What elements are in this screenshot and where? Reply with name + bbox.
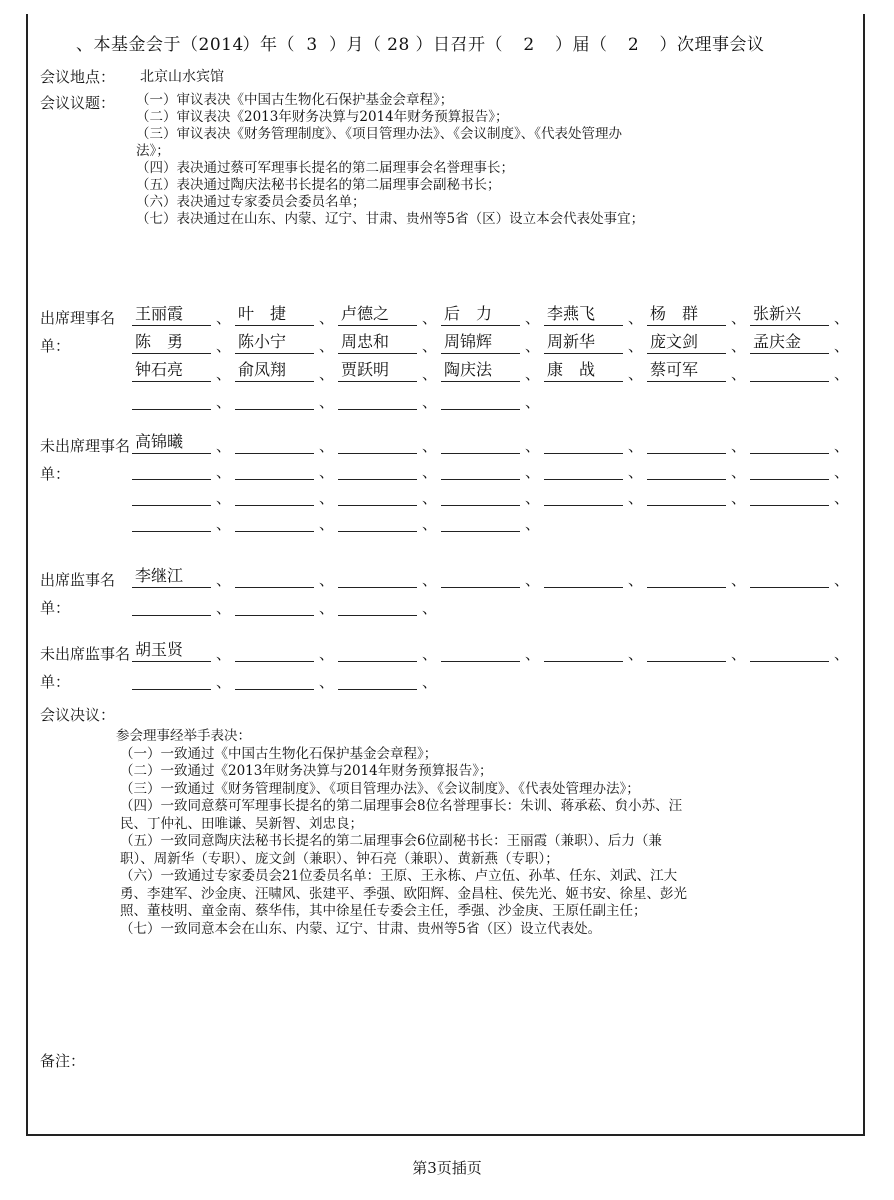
- name-slot: [750, 304, 853, 328]
- name-slot: [132, 432, 235, 456]
- resolution-item: （五）一致同意陶庆法秘书长提名的第二届理事会6位副秘书长：王丽霞（兼职）、后力（兼: [120, 833, 662, 849]
- resolution-item: 照、董枝明、童金南、蔡华伟，其中徐星任专委会主任，季强、沙金庚、王原任副主任；: [120, 903, 647, 919]
- separator-mark: 、: [422, 489, 438, 507]
- attendee-name: 高锦曦: [132, 431, 211, 454]
- attendee-name: [750, 483, 829, 506]
- name-slot: [750, 332, 853, 356]
- separator-mark: 、: [216, 437, 232, 455]
- attendee-name: 孟庆金: [750, 331, 829, 354]
- attendee-name: [647, 483, 726, 506]
- resolution-item: （三）一致通过《财务管理制度》、《项目管理办法》、《会议制度》、《代表处管理办法》；: [120, 780, 640, 797]
- separator-mark: 、: [319, 673, 335, 691]
- attendee-name: [441, 639, 520, 662]
- separator-mark: 、: [628, 337, 644, 355]
- separator-mark: 、: [319, 489, 335, 507]
- name-row: [132, 388, 544, 414]
- attendee-name: [750, 359, 829, 382]
- name-slot: [647, 458, 750, 482]
- attendee-name: 俞凤翔: [235, 359, 314, 382]
- attendee-name: [338, 457, 417, 480]
- attendee-name: [441, 431, 520, 454]
- name-row: [132, 510, 544, 536]
- attendee-name: 周新华: [544, 331, 623, 354]
- separator-mark: 、: [216, 365, 232, 383]
- name-slot: [132, 566, 235, 590]
- name-row: [132, 566, 853, 592]
- name-slot: [338, 388, 441, 412]
- separator-mark: 、: [525, 365, 541, 383]
- separator-mark: 、: [525, 463, 541, 481]
- separator-mark: 、: [834, 571, 850, 589]
- attendee-name: [338, 483, 417, 506]
- separator-mark: 、: [216, 673, 232, 691]
- name-row: [132, 484, 853, 510]
- separator-mark: 、: [319, 571, 335, 589]
- separator-mark: 、: [525, 309, 541, 327]
- section-label: 未出席监事名单：: [40, 645, 131, 691]
- attendee-name: [544, 483, 623, 506]
- name-slot: [132, 360, 235, 384]
- attendee-name: 贾跃明: [338, 359, 417, 382]
- separator-mark: 、: [731, 571, 747, 589]
- name-row: [132, 458, 853, 484]
- separator-mark: 、: [731, 337, 747, 355]
- attendee-name: [544, 639, 623, 662]
- name-slot: [235, 668, 338, 692]
- separator-mark: 、: [525, 571, 541, 589]
- separator-mark: 、: [731, 645, 747, 663]
- name-slot: [544, 566, 647, 590]
- separator-mark: 、: [525, 393, 541, 411]
- separator-mark: 、: [216, 515, 232, 533]
- separator-mark: 、: [731, 309, 747, 327]
- attendee-name: 陶庆法: [441, 359, 520, 382]
- separator-mark: 、: [525, 337, 541, 355]
- attendee-name: [338, 431, 417, 454]
- name-slot: [235, 594, 338, 618]
- resolution-item: （七）一致同意本会在山东、内蒙、辽宁、甘肃、贵州等5省（区）设立代表处。: [120, 920, 602, 937]
- agenda-item: （六）表决通过专家委员会委员名单；: [136, 194, 366, 210]
- resolution-intro: 参会理事经举手表决：: [116, 728, 251, 744]
- name-slot: [544, 640, 647, 664]
- name-slot: [647, 640, 750, 664]
- separator-mark: 、: [834, 365, 850, 383]
- attendee-name: [132, 509, 211, 532]
- title-session-suffix: ）届（: [555, 35, 608, 55]
- separator-mark: 、: [319, 463, 335, 481]
- separator-mark: 、: [731, 365, 747, 383]
- attendee-name: [132, 593, 211, 616]
- attendee-name: [235, 509, 314, 532]
- attendee-name: [235, 593, 314, 616]
- separator-mark: 、: [216, 463, 232, 481]
- separator-mark: 、: [319, 309, 335, 327]
- separator-mark: 、: [834, 645, 850, 663]
- attendee-name: [441, 565, 520, 588]
- meeting-month: 3: [306, 35, 318, 55]
- name-slot: [441, 566, 544, 590]
- name-slot: [544, 360, 647, 384]
- remarks-label: 备注：: [40, 1052, 86, 1070]
- attendee-name: 后 力: [441, 303, 520, 326]
- attendee-name: [750, 431, 829, 454]
- name-slot: [235, 388, 338, 412]
- separator-mark: 、: [319, 599, 335, 617]
- attendee-name: [132, 387, 211, 410]
- name-slot: [338, 640, 441, 664]
- name-slot: [235, 432, 338, 456]
- page-footer: 第3页插页: [412, 1159, 482, 1177]
- separator-mark: 、: [422, 309, 438, 327]
- name-slot: [235, 332, 338, 356]
- name-slot: [441, 484, 544, 508]
- separator-mark: 、: [319, 515, 335, 533]
- name-slot: [544, 432, 647, 456]
- attendee-name: [235, 431, 314, 454]
- attendee-name: [235, 483, 314, 506]
- agenda-item: 法》；: [136, 143, 170, 159]
- separator-mark: 、: [628, 365, 644, 383]
- separator-mark: 、: [834, 337, 850, 355]
- separator-mark: 、: [319, 365, 335, 383]
- name-slot: [647, 360, 750, 384]
- name-slot: [132, 332, 235, 356]
- session-number: 2: [523, 35, 535, 55]
- name-slot: [132, 640, 235, 664]
- resolution-item: 职）、周新华（专职）、庞文剑（兼职）、钟石亮（兼职）、黄新燕（专职）；: [120, 850, 559, 867]
- separator-mark: 、: [216, 571, 232, 589]
- name-slot: [647, 484, 750, 508]
- separator-mark: 、: [216, 645, 232, 663]
- attendee-name: 周忠和: [338, 331, 417, 354]
- separator-mark: 、: [628, 309, 644, 327]
- separator-mark: 、: [422, 393, 438, 411]
- name-row: [132, 304, 853, 330]
- name-slot: [750, 432, 853, 456]
- separator-mark: 、: [834, 489, 850, 507]
- separator-mark: 、: [525, 515, 541, 533]
- separator-mark: 、: [216, 489, 232, 507]
- attendee-name: [132, 457, 211, 480]
- name-slot: [750, 360, 853, 384]
- name-slot: [544, 484, 647, 508]
- agenda-item: （七）表决通过在山东、内蒙、辽宁、甘肃、贵州等5省（区）设立本会代表处事宜；: [136, 211, 645, 227]
- separator-mark: 、: [319, 645, 335, 663]
- name-slot: [338, 594, 441, 618]
- attendee-name: [235, 457, 314, 480]
- meeting-title: [76, 30, 765, 55]
- name-row: [132, 668, 441, 694]
- title-year-suffix: ）年（: [242, 35, 295, 55]
- resolution-item: 民、丁仲礼、田唯谦、吴新智、刘忠良；: [120, 815, 363, 832]
- section-label: 出席监事名单：: [40, 571, 116, 617]
- name-slot: [132, 510, 235, 534]
- name-slot: [338, 484, 441, 508]
- name-slot: [544, 304, 647, 328]
- name-slot: [647, 332, 750, 356]
- name-slot: [132, 304, 235, 328]
- attendee-name: [338, 565, 417, 588]
- location-label: 会议地点：: [40, 68, 116, 86]
- title-prefix: 、本基金会于（: [76, 35, 199, 55]
- attendee-name: [235, 639, 314, 662]
- separator-mark: 、: [422, 515, 438, 533]
- separator-mark: 、: [628, 489, 644, 507]
- separator-mark: 、: [422, 337, 438, 355]
- attendee-name: [750, 639, 829, 662]
- name-row: [132, 432, 853, 458]
- attendee-name: 卢德之: [338, 303, 417, 326]
- separator-mark: 、: [422, 437, 438, 455]
- separator-mark: 、: [834, 309, 850, 327]
- separator-mark: 、: [422, 673, 438, 691]
- separator-mark: 、: [216, 393, 232, 411]
- agenda-label: 会议议题：: [40, 94, 116, 112]
- name-slot: [235, 566, 338, 590]
- resolution-list: [116, 728, 687, 938]
- resolution-item: （一）一致通过《中国古生物化石保护基金会章程》；: [120, 745, 438, 762]
- name-slot: [338, 332, 441, 356]
- attendee-name: [235, 667, 314, 690]
- attendee-name: 陈 勇: [132, 331, 211, 354]
- attendee-name: [441, 457, 520, 480]
- name-slot: [235, 484, 338, 508]
- attendee-name: [338, 667, 417, 690]
- name-slot: [338, 510, 441, 534]
- name-slot: [441, 510, 544, 534]
- title-day-suffix: ）日召开（: [415, 35, 503, 55]
- name-slot: [338, 668, 441, 692]
- name-row: [132, 360, 853, 386]
- meeting-year: 2014: [198, 35, 244, 55]
- name-slot: [235, 510, 338, 534]
- separator-mark: 、: [525, 645, 541, 663]
- attendee-name: [544, 457, 623, 480]
- separator-mark: 、: [216, 309, 232, 327]
- name-slot: [647, 432, 750, 456]
- agenda-item: （五）表决通过陶庆法秘书长提名的第二届理事会副秘书长；: [136, 177, 501, 193]
- attendee-name: 叶 捷: [235, 303, 314, 326]
- name-row: [132, 640, 853, 666]
- separator-mark: 、: [422, 463, 438, 481]
- attendee-name: [441, 509, 520, 532]
- separator-mark: 、: [216, 599, 232, 617]
- separator-mark: 、: [422, 365, 438, 383]
- name-slot: [235, 458, 338, 482]
- attendee-name: 康 战: [544, 359, 623, 382]
- separator-mark: 、: [422, 599, 438, 617]
- resolution-label: 会议决议：: [40, 706, 116, 724]
- name-slot: [544, 458, 647, 482]
- attendee-name: [750, 565, 829, 588]
- name-slot: [750, 458, 853, 482]
- separator-mark: 、: [731, 463, 747, 481]
- name-slot: [647, 566, 750, 590]
- name-slot: [235, 304, 338, 328]
- separator-mark: 、: [628, 437, 644, 455]
- location-value: 北京山水宾馆: [140, 69, 224, 85]
- attendee-name: [441, 387, 520, 410]
- attendee-name: 李燕飞: [544, 303, 623, 326]
- attendee-name: [235, 565, 314, 588]
- name-slot: [750, 484, 853, 508]
- name-row: [132, 594, 441, 620]
- attendee-name: [132, 667, 211, 690]
- name-slot: [441, 360, 544, 384]
- attendee-name: [647, 565, 726, 588]
- resolution-item: 勇、李建军、沙金庚、汪啸风、张建平、季强、欧阳辉、金昌柱、侯先光、姬书安、徐星、彭光: [120, 885, 687, 902]
- separator-mark: 、: [731, 489, 747, 507]
- meeting-day: 28: [387, 35, 410, 55]
- separator-mark: 、: [422, 571, 438, 589]
- separator-mark: 、: [731, 437, 747, 455]
- agenda-item: （一）审议表决《中国古生物化石保护基金会章程》；: [136, 92, 454, 108]
- separator-mark: 、: [834, 463, 850, 481]
- attendee-name: 张新兴: [750, 303, 829, 326]
- attendee-name: [338, 387, 417, 410]
- attendee-name: [647, 457, 726, 480]
- attendee-name: 李继江: [132, 565, 211, 588]
- name-slot: [338, 566, 441, 590]
- name-slot: [338, 432, 441, 456]
- attendee-name: [441, 483, 520, 506]
- attendee-name: [132, 483, 211, 506]
- name-slot: [338, 360, 441, 384]
- name-slot: [750, 566, 853, 590]
- section-label: 出席理事名单：: [40, 309, 116, 355]
- title-meeting-suffix: ）次理事会议: [659, 35, 765, 55]
- attendee-name: [235, 387, 314, 410]
- separator-mark: 、: [628, 571, 644, 589]
- separator-mark: 、: [525, 489, 541, 507]
- attendee-name: [338, 509, 417, 532]
- attendee-name: [338, 639, 417, 662]
- name-slot: [750, 640, 853, 664]
- separator-mark: 、: [319, 393, 335, 411]
- separator-mark: 、: [525, 437, 541, 455]
- attendee-name: 周锦辉: [441, 331, 520, 354]
- attendee-name: [647, 431, 726, 454]
- name-row: [132, 332, 853, 358]
- resolution-item: （六）一致通过专家委员会21位委员名单：王原、王永栋、卢立伍、孙革、任东、刘武、江大: [120, 868, 678, 884]
- agenda-item: （三）审议表决《财务管理制度》、《项目管理办法》、《会议制度》、《代表处管理办: [136, 126, 622, 142]
- name-slot: [441, 332, 544, 356]
- name-slot: [441, 304, 544, 328]
- separator-mark: 、: [628, 645, 644, 663]
- section-label: 未出席理事名单：: [40, 437, 131, 483]
- name-slot: [647, 304, 750, 328]
- separator-mark: 、: [216, 337, 232, 355]
- meeting-number: 2: [627, 35, 640, 55]
- name-slot: [235, 360, 338, 384]
- attendee-name: [338, 593, 417, 616]
- attendee-name: 杨 群: [647, 303, 726, 326]
- attendee-name: 陈小宁: [235, 331, 314, 354]
- agenda-item: （四）表决通过蔡可军理事长提名的第二届理事会名誉理事长；: [136, 160, 514, 176]
- attendee-name: 蔡可军: [647, 359, 726, 382]
- attendee-name: 庞文剑: [647, 331, 726, 354]
- attendee-name: [544, 431, 623, 454]
- name-slot: [132, 484, 235, 508]
- name-slot: [132, 458, 235, 482]
- name-slot: [338, 458, 441, 482]
- name-slot: [441, 640, 544, 664]
- attendee-name: [647, 639, 726, 662]
- agenda-list: [136, 92, 644, 228]
- name-slot: [235, 640, 338, 664]
- attendee-name: 胡玉贤: [132, 639, 211, 662]
- attendee-name: [750, 457, 829, 480]
- name-slot: [441, 458, 544, 482]
- separator-mark: 、: [834, 437, 850, 455]
- attendee-name: 王丽霞: [132, 303, 211, 326]
- name-slot: [441, 388, 544, 412]
- name-slot: [132, 388, 235, 412]
- attendee-name: 钟石亮: [132, 359, 211, 382]
- name-slot: [132, 668, 235, 692]
- name-slot: [544, 332, 647, 356]
- name-slot: [338, 304, 441, 328]
- separator-mark: 、: [319, 437, 335, 455]
- separator-mark: 、: [628, 463, 644, 481]
- title-month-suffix: ）月（: [329, 35, 382, 55]
- attendee-name: [544, 565, 623, 588]
- agenda-item: （二）审议表决《2013年财务决算与2014年财务预算报告》；: [136, 109, 509, 125]
- name-slot: [441, 432, 544, 456]
- separator-mark: 、: [422, 645, 438, 663]
- separator-mark: 、: [319, 337, 335, 355]
- name-slot: [132, 594, 235, 618]
- resolution-item: （二）一致通过《2013年财务决算与2014年财务预算报告》；: [120, 763, 493, 779]
- resolution-item: （四）一致同意蔡可军理事长提名的第二届理事会8位名誉理事长：朱训、蒋承菘、贠小苏、汪: [120, 798, 683, 814]
